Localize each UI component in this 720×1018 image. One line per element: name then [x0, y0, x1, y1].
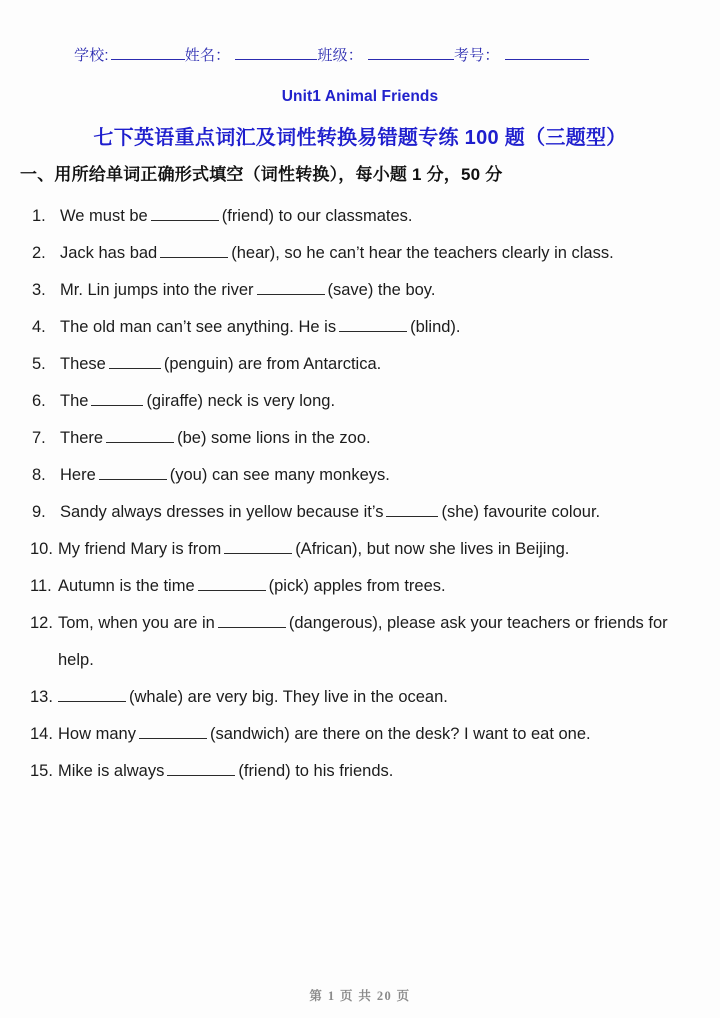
class-blank-line[interactable]: [368, 46, 454, 60]
page-footer: 第 1 页 共 20 页: [309, 989, 411, 1003]
question-segment: Jack has bad: [60, 244, 158, 262]
answer-blank[interactable]: [218, 613, 286, 628]
question-number: 13.: [30, 688, 53, 706]
question-segment: Mike is always: [58, 762, 165, 780]
question-segment: Here: [60, 466, 96, 484]
school-label: 学校:: [74, 47, 109, 64]
question-text: [58, 716, 700, 753]
unit-title: Unit1 Animal Friends: [281, 88, 439, 105]
question-text: [60, 420, 700, 457]
question-number: 1.: [32, 207, 46, 225]
question-number: 3.: [32, 281, 46, 299]
question-text: [60, 383, 700, 420]
question-segment: (you) can see many monkeys.: [169, 466, 390, 484]
exam-info-header: [74, 44, 654, 65]
question-segment: (African), but now she lives in Beijing.: [295, 540, 570, 558]
question-number: 8.: [32, 466, 46, 484]
question-item: [20, 272, 700, 309]
question-segment: (be) some lions in the zoo.: [177, 429, 371, 447]
question-text: [60, 457, 700, 494]
question-item: [20, 568, 700, 605]
question-segment: (penguin) are from Antarctica.: [163, 355, 382, 373]
question-segment: (whale) are very big. They live in the ocean.: [129, 688, 448, 706]
answer-blank[interactable]: [160, 243, 228, 258]
answer-blank[interactable]: [167, 761, 235, 776]
question-segment: (hear), so he can’t hear the teachers clearly in class.: [231, 244, 614, 262]
question-segment: The: [60, 392, 89, 410]
answer-blank[interactable]: [58, 687, 126, 702]
answer-blank[interactable]: [151, 206, 219, 221]
question-segment: Sandy always dresses in yellow because it’s: [60, 503, 384, 521]
answer-blank[interactable]: [109, 354, 161, 369]
question-segment: (dangerous), please ask your teachers or friends for help.: [58, 614, 673, 669]
question-number: 7.: [32, 429, 46, 447]
question-item: [20, 716, 700, 753]
question-segment: There: [60, 429, 104, 447]
page-title: 七下英语重点词汇及词性转换易错题专练 100 题（三题型）: [93, 127, 627, 149]
question-text: [60, 494, 700, 531]
question-segment: Tom, when you are in: [58, 614, 215, 632]
question-item: [20, 198, 700, 235]
class-label: 班级：: [317, 47, 363, 64]
question-number: 2.: [32, 244, 46, 262]
question-segment: (friend) to our classmates.: [221, 207, 413, 225]
question-segment: The old man can’t see anything. He is: [60, 318, 337, 336]
question-item: [20, 605, 700, 679]
section-heading: 一、用所给单词正确形式填空（词性转换），每小题 1 分，50 分: [20, 165, 503, 184]
question-segment: My friend Mary is from: [58, 540, 222, 558]
answer-blank[interactable]: [257, 280, 325, 295]
answer-blank[interactable]: [198, 576, 266, 591]
question-number: 9.: [32, 503, 46, 521]
question-number: 15.: [30, 762, 53, 780]
question-segment: (save) the boy.: [327, 281, 436, 299]
question-number: 4.: [32, 318, 46, 336]
question-text: [58, 679, 700, 716]
question-segment: How many: [58, 725, 136, 743]
question-segment: Mr. Lin jumps into the river: [60, 281, 254, 299]
question-segment: (pick) apples from trees.: [268, 577, 446, 595]
question-segment: We must be: [60, 207, 148, 225]
question-number: 5.: [32, 355, 46, 373]
question-segment: Autumn is the time: [58, 577, 195, 595]
question-segment: (friend) to his friends.: [238, 762, 394, 780]
name-blank-line[interactable]: [235, 46, 317, 60]
question-text: [60, 198, 700, 235]
exam-number-field: [454, 44, 589, 65]
answer-blank[interactable]: [91, 391, 143, 406]
question-item: [20, 383, 700, 420]
school-blank-line[interactable]: [111, 46, 185, 60]
name-label: 姓名：: [184, 47, 231, 64]
answer-blank[interactable]: [139, 724, 207, 739]
question-number: 14.: [30, 725, 53, 743]
question-number: 12.: [30, 614, 53, 632]
question-text: [60, 272, 700, 309]
answer-blank[interactable]: [386, 502, 438, 517]
question-text: [58, 753, 700, 790]
question-item: [20, 679, 700, 716]
question-item: [20, 420, 700, 457]
question-text: [58, 568, 700, 605]
question-segment: (she) favourite colour.: [441, 503, 601, 521]
question-text: [60, 309, 700, 346]
question-item: [20, 494, 700, 531]
name-field: [185, 44, 318, 65]
question-number: 10.: [30, 540, 53, 558]
question-segment: These: [60, 355, 106, 373]
question-item: [20, 457, 700, 494]
school-field: [74, 44, 185, 65]
answer-blank[interactable]: [339, 317, 407, 332]
question-item: [20, 235, 700, 272]
question-text: [60, 235, 700, 272]
question-text: [58, 531, 700, 568]
question-segment: (blind).: [410, 318, 461, 336]
question-item: [20, 753, 700, 790]
question-item: [20, 346, 700, 383]
question-segment: (giraffe) neck is very long.: [146, 392, 336, 410]
question-number: 6.: [32, 392, 46, 410]
question-segment: (sandwich) are there on the desk? I want to eat one.: [209, 725, 591, 743]
exam-number-label: 考号：: [454, 47, 500, 64]
class-field: [317, 44, 454, 65]
question-text: [60, 346, 700, 383]
answer-blank[interactable]: [106, 428, 174, 443]
question-item: [20, 531, 700, 568]
question-text: [58, 605, 700, 679]
question-item: [20, 309, 700, 346]
question-number: 11.: [30, 577, 52, 595]
answer-blank[interactable]: [224, 539, 292, 554]
exam-number-blank-line[interactable]: [505, 46, 589, 60]
question-list: [20, 198, 700, 790]
answer-blank[interactable]: [99, 465, 167, 480]
